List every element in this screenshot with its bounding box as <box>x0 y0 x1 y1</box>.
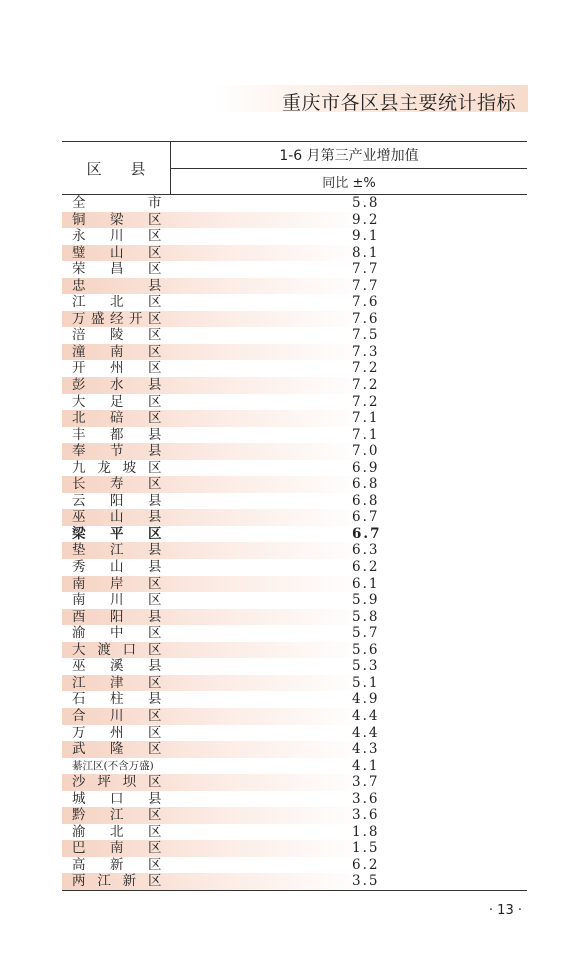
table-row <box>62 228 527 245</box>
region-name: 璧 山 区 <box>72 244 162 261</box>
table-row <box>62 377 527 394</box>
region-name: 巴 南 区 <box>72 840 162 857</box>
growth-value: 7.1 <box>352 410 380 427</box>
growth-value: 4.1 <box>352 757 380 774</box>
table-row <box>62 824 527 841</box>
region-name: 奉 节 县 <box>72 443 162 460</box>
table-row <box>62 642 527 659</box>
growth-value: 6.9 <box>352 459 380 476</box>
table-row <box>62 294 527 311</box>
table-row <box>62 873 527 890</box>
region-name: 江 津 区 <box>72 674 162 691</box>
table-row <box>62 741 527 758</box>
table-row <box>62 327 527 344</box>
region-name: 丰 都 县 <box>72 426 162 443</box>
growth-value: 7.7 <box>352 277 380 294</box>
region-name: 沙 坪 坝 区 <box>72 774 162 791</box>
header-banner <box>215 85 528 112</box>
table-row <box>62 542 527 559</box>
growth-value: 7.2 <box>352 360 380 377</box>
growth-value: 8.1 <box>352 244 380 261</box>
table-row <box>62 609 527 626</box>
region-name: 渝 中 区 <box>72 625 162 642</box>
table-row <box>62 625 527 642</box>
table-row <box>62 774 527 791</box>
growth-value: 5.3 <box>352 658 380 675</box>
growth-value: 7.1 <box>352 426 380 443</box>
region-name: 荣 昌 区 <box>72 261 162 278</box>
region-name: 合 川 区 <box>72 707 162 724</box>
table-row <box>62 360 527 377</box>
metric-column-header: 1-6 月第三产业增加值 <box>171 142 527 169</box>
growth-value: 6.3 <box>352 542 380 559</box>
table-row <box>62 261 527 278</box>
table-row <box>62 509 527 526</box>
growth-value: 7.6 <box>352 310 380 327</box>
growth-value: 3.7 <box>352 774 380 791</box>
growth-value: 7.0 <box>352 443 380 460</box>
table-row <box>62 791 527 808</box>
growth-value: 6.1 <box>352 575 380 592</box>
growth-value: 4.3 <box>352 741 380 758</box>
region-name: 秀 山 县 <box>72 559 162 576</box>
table-row <box>62 725 527 742</box>
region-name: 铜 梁 区 <box>72 211 162 228</box>
table-row <box>62 592 527 609</box>
table-row <box>62 758 527 775</box>
region-name: 北 碚 区 <box>72 410 162 427</box>
growth-value: 7.2 <box>352 377 380 394</box>
growth-value: 4.4 <box>352 707 380 724</box>
region-name: 高 新 区 <box>72 856 162 873</box>
table-row <box>62 526 527 543</box>
region-name: 大 渡 口 区 <box>72 641 162 658</box>
growth-value: 5.8 <box>352 608 380 625</box>
growth-value: 6.7 <box>352 525 382 542</box>
growth-value: 6.8 <box>352 476 380 493</box>
region-name: 彭 水 县 <box>72 377 162 394</box>
region-name: 大 足 区 <box>72 393 162 410</box>
table-row <box>62 195 527 212</box>
growth-value: 4.4 <box>352 724 380 741</box>
region-name: 城 口 县 <box>72 790 162 807</box>
table-row <box>62 245 527 262</box>
table-row <box>62 691 527 708</box>
growth-value: 1.5 <box>352 840 380 857</box>
page-number: · 13 · <box>488 903 522 918</box>
growth-value: 9.1 <box>352 228 380 245</box>
table-row <box>62 675 527 692</box>
region-name: 云 阳 县 <box>72 492 162 509</box>
region-name: 南 岸 区 <box>72 575 162 592</box>
table-row <box>62 410 527 427</box>
region-name: 全 市 <box>72 195 162 211</box>
region-name: 潼 南 区 <box>72 343 162 360</box>
table-row <box>62 311 527 328</box>
growth-value: 7.2 <box>352 393 380 410</box>
growth-value: 9.2 <box>352 211 380 228</box>
growth-value: 7.6 <box>352 294 380 311</box>
region-name: 开 州 区 <box>72 360 162 377</box>
region-name: 南 川 区 <box>72 592 162 609</box>
growth-value: 1.8 <box>352 823 380 840</box>
region-name: 酉 阳 县 <box>72 608 162 625</box>
page-title: 重庆市各区县主要统计指标 <box>281 92 516 114</box>
table-row <box>62 212 527 229</box>
table-row <box>62 460 527 477</box>
growth-value: 6.2 <box>352 559 380 576</box>
table-row <box>62 427 527 444</box>
growth-value: 5.8 <box>352 195 380 211</box>
region-name: 黔 江 区 <box>72 807 162 824</box>
region-name: 永 川 区 <box>72 228 162 245</box>
region-name: 万 盛 经 开 区 <box>72 310 162 327</box>
growth-value: 5.6 <box>352 641 380 658</box>
growth-value: 3.5 <box>352 873 380 890</box>
growth-value: 4.9 <box>352 691 380 708</box>
table-row <box>62 476 527 493</box>
table-row <box>62 840 527 857</box>
region-column-header: 区 县 <box>62 142 171 194</box>
region-name: 长 寿 区 <box>72 476 162 493</box>
growth-value: 5.7 <box>352 625 380 642</box>
growth-value: 3.6 <box>352 807 380 824</box>
growth-value: 6.7 <box>352 509 380 526</box>
table-row <box>62 493 527 510</box>
region-name: 渝 北 区 <box>72 823 162 840</box>
growth-value: 7.3 <box>352 343 380 360</box>
region-name: 梁 平 区 <box>72 525 162 542</box>
region-name: 江 北 区 <box>72 294 162 311</box>
growth-value: 5.9 <box>352 592 380 609</box>
growth-value: 6.8 <box>352 492 380 509</box>
table-row <box>62 708 527 725</box>
table-row <box>62 443 527 460</box>
statistics-table <box>62 141 527 891</box>
growth-value: 6.2 <box>352 856 380 873</box>
table-row <box>62 344 527 361</box>
table-row <box>62 658 527 675</box>
region-name: 两 江 新 区 <box>72 873 162 890</box>
region-name: 石 柱 县 <box>72 691 162 708</box>
unit-column-header: 同比 ±% <box>322 176 376 191</box>
table-row <box>62 394 527 411</box>
growth-value: 7.5 <box>352 327 380 344</box>
region-name: 涪 陵 区 <box>72 327 162 344</box>
region-name: 綦江区(不含万盛) <box>72 759 154 772</box>
growth-value: 7.7 <box>352 261 380 278</box>
table-row <box>62 857 527 874</box>
table-row <box>62 576 527 593</box>
table-row <box>62 807 527 824</box>
region-name: 武 隆 区 <box>72 741 162 758</box>
growth-value: 3.6 <box>352 790 380 807</box>
region-name: 九 龙 坡 区 <box>72 459 162 476</box>
growth-value: 5.1 <box>352 674 380 691</box>
region-name: 巫 溪 县 <box>72 658 162 675</box>
table-row <box>62 559 527 576</box>
region-name: 万 州 区 <box>72 724 162 741</box>
table-body <box>62 195 527 891</box>
table-row <box>62 278 527 295</box>
region-name: 忠 县 <box>72 277 162 294</box>
region-name: 垫 江 县 <box>72 542 162 559</box>
region-name: 巫 山 县 <box>72 509 162 526</box>
table-header <box>62 141 527 195</box>
